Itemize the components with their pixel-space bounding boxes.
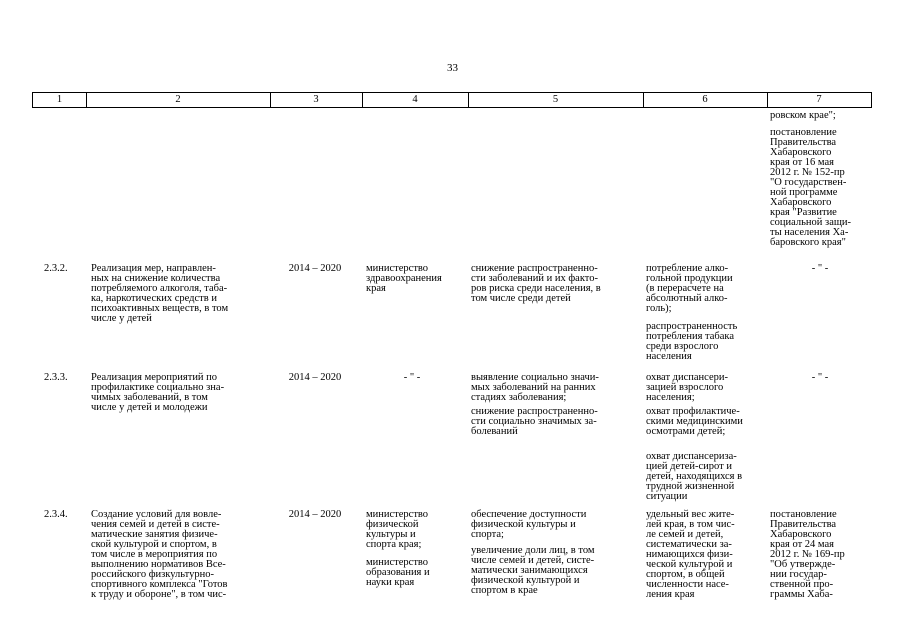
row-number: 2.3.3. — [44, 372, 68, 383]
header-col-1: 1 — [56, 94, 63, 105]
indicator: охват диспансери- зацией взрослого населения; — [646, 372, 728, 403]
indicator: потребление алко- гольной продукции (в перерасчете на абсолютный алко- голь); — [646, 263, 733, 314]
header-col-5: 5 — [552, 94, 559, 105]
expected-result: увеличение доли лиц, в том числе семей и детей, систе- матически занимающихся физической культурой и спортом в крае — [471, 545, 595, 596]
executor: министерство образования и науки края — [366, 557, 430, 588]
measure-text: Реализация мероприятий по профилактике социально зна- чимых заболеваний, в том числе у детей и молодежи — [91, 372, 225, 413]
expected-result: снижение распространенно- сти заболеваний и их факто- ров риска среди населения, в том числе среди детей — [471, 263, 601, 304]
period: 2014 – 2020 — [288, 509, 342, 520]
measure-text: Создание условий для вовле- чения семей и детей в систе- матические занятия физиче- ской культурой и спортом, в том числе в мероприятия по выполнению нормативов Все- российского физкультурно- спортивного комплекса "Готов к труду и обороне", в том чис- — [91, 509, 228, 600]
expected-result: снижение распространенно- сти социально значимых за- болеваний — [471, 406, 598, 437]
executor: министерство физической культуры и спорта края; — [366, 509, 429, 550]
header-col-4: 4 — [412, 94, 418, 105]
basis: постановление Правительства Хабаровского края от 24 мая 2012 г. № 169-пр "Об утвержде- нии государ- ственной про- граммы Хаба- — [770, 509, 845, 600]
expected-result: обеспечение доступности физической культуры и спорта; — [471, 509, 587, 540]
period: 2014 – 2020 — [288, 263, 342, 274]
table-header-row — [32, 92, 872, 108]
continuation-basis-resolution: постановление Правительства Хабаровского края от 16 мая 2012 г. № 152-пр "О государствен- ной программе Хабаровского края "Развитие социальной защи- ты населения Ха- баровского края" — [770, 127, 852, 248]
indicator: охват профилактиче- скими медицинскими осмотрами детей; — [646, 406, 743, 437]
continuation-basis-end: ровском крае"; — [770, 110, 836, 121]
measure-text: Реализация мер, направлен- ных на снижение количества потребляемого алкоголя, таба- ка, наркотических средств и психоактивных веществ, в том числе у детей — [91, 263, 229, 324]
indicator: распространенность потребления табака среди взрослого населения — [646, 321, 738, 362]
period: 2014 – 2020 — [288, 372, 342, 383]
basis: - " - — [811, 372, 829, 383]
header-col-2: 2 — [175, 94, 181, 105]
basis: - " - — [811, 263, 829, 274]
indicator: удельный вес жите- лей края, в том чис- ле семей и детей, систематически за- нимающихся физи- ческой культурой и спортом, в общей численности насе- ления края — [646, 509, 735, 600]
header-col-6: 6 — [702, 94, 708, 105]
header-col-7: 7 — [816, 94, 822, 105]
executor: - " - — [403, 372, 421, 383]
row-number: 2.3.2. — [44, 263, 68, 274]
indicator: охват диспансериза- цией детей-сирот и детей, находящихся в трудной жизненной ситуации — [646, 451, 743, 502]
header-col-3: 3 — [313, 94, 319, 105]
executor: министерство здравоохранения края — [366, 263, 442, 294]
row-number: 2.3.4. — [44, 509, 68, 520]
expected-result: выявление социально значи- мых заболеваний на ранних стадиях заболевания; — [471, 372, 599, 403]
page-number: 33 — [447, 62, 458, 74]
